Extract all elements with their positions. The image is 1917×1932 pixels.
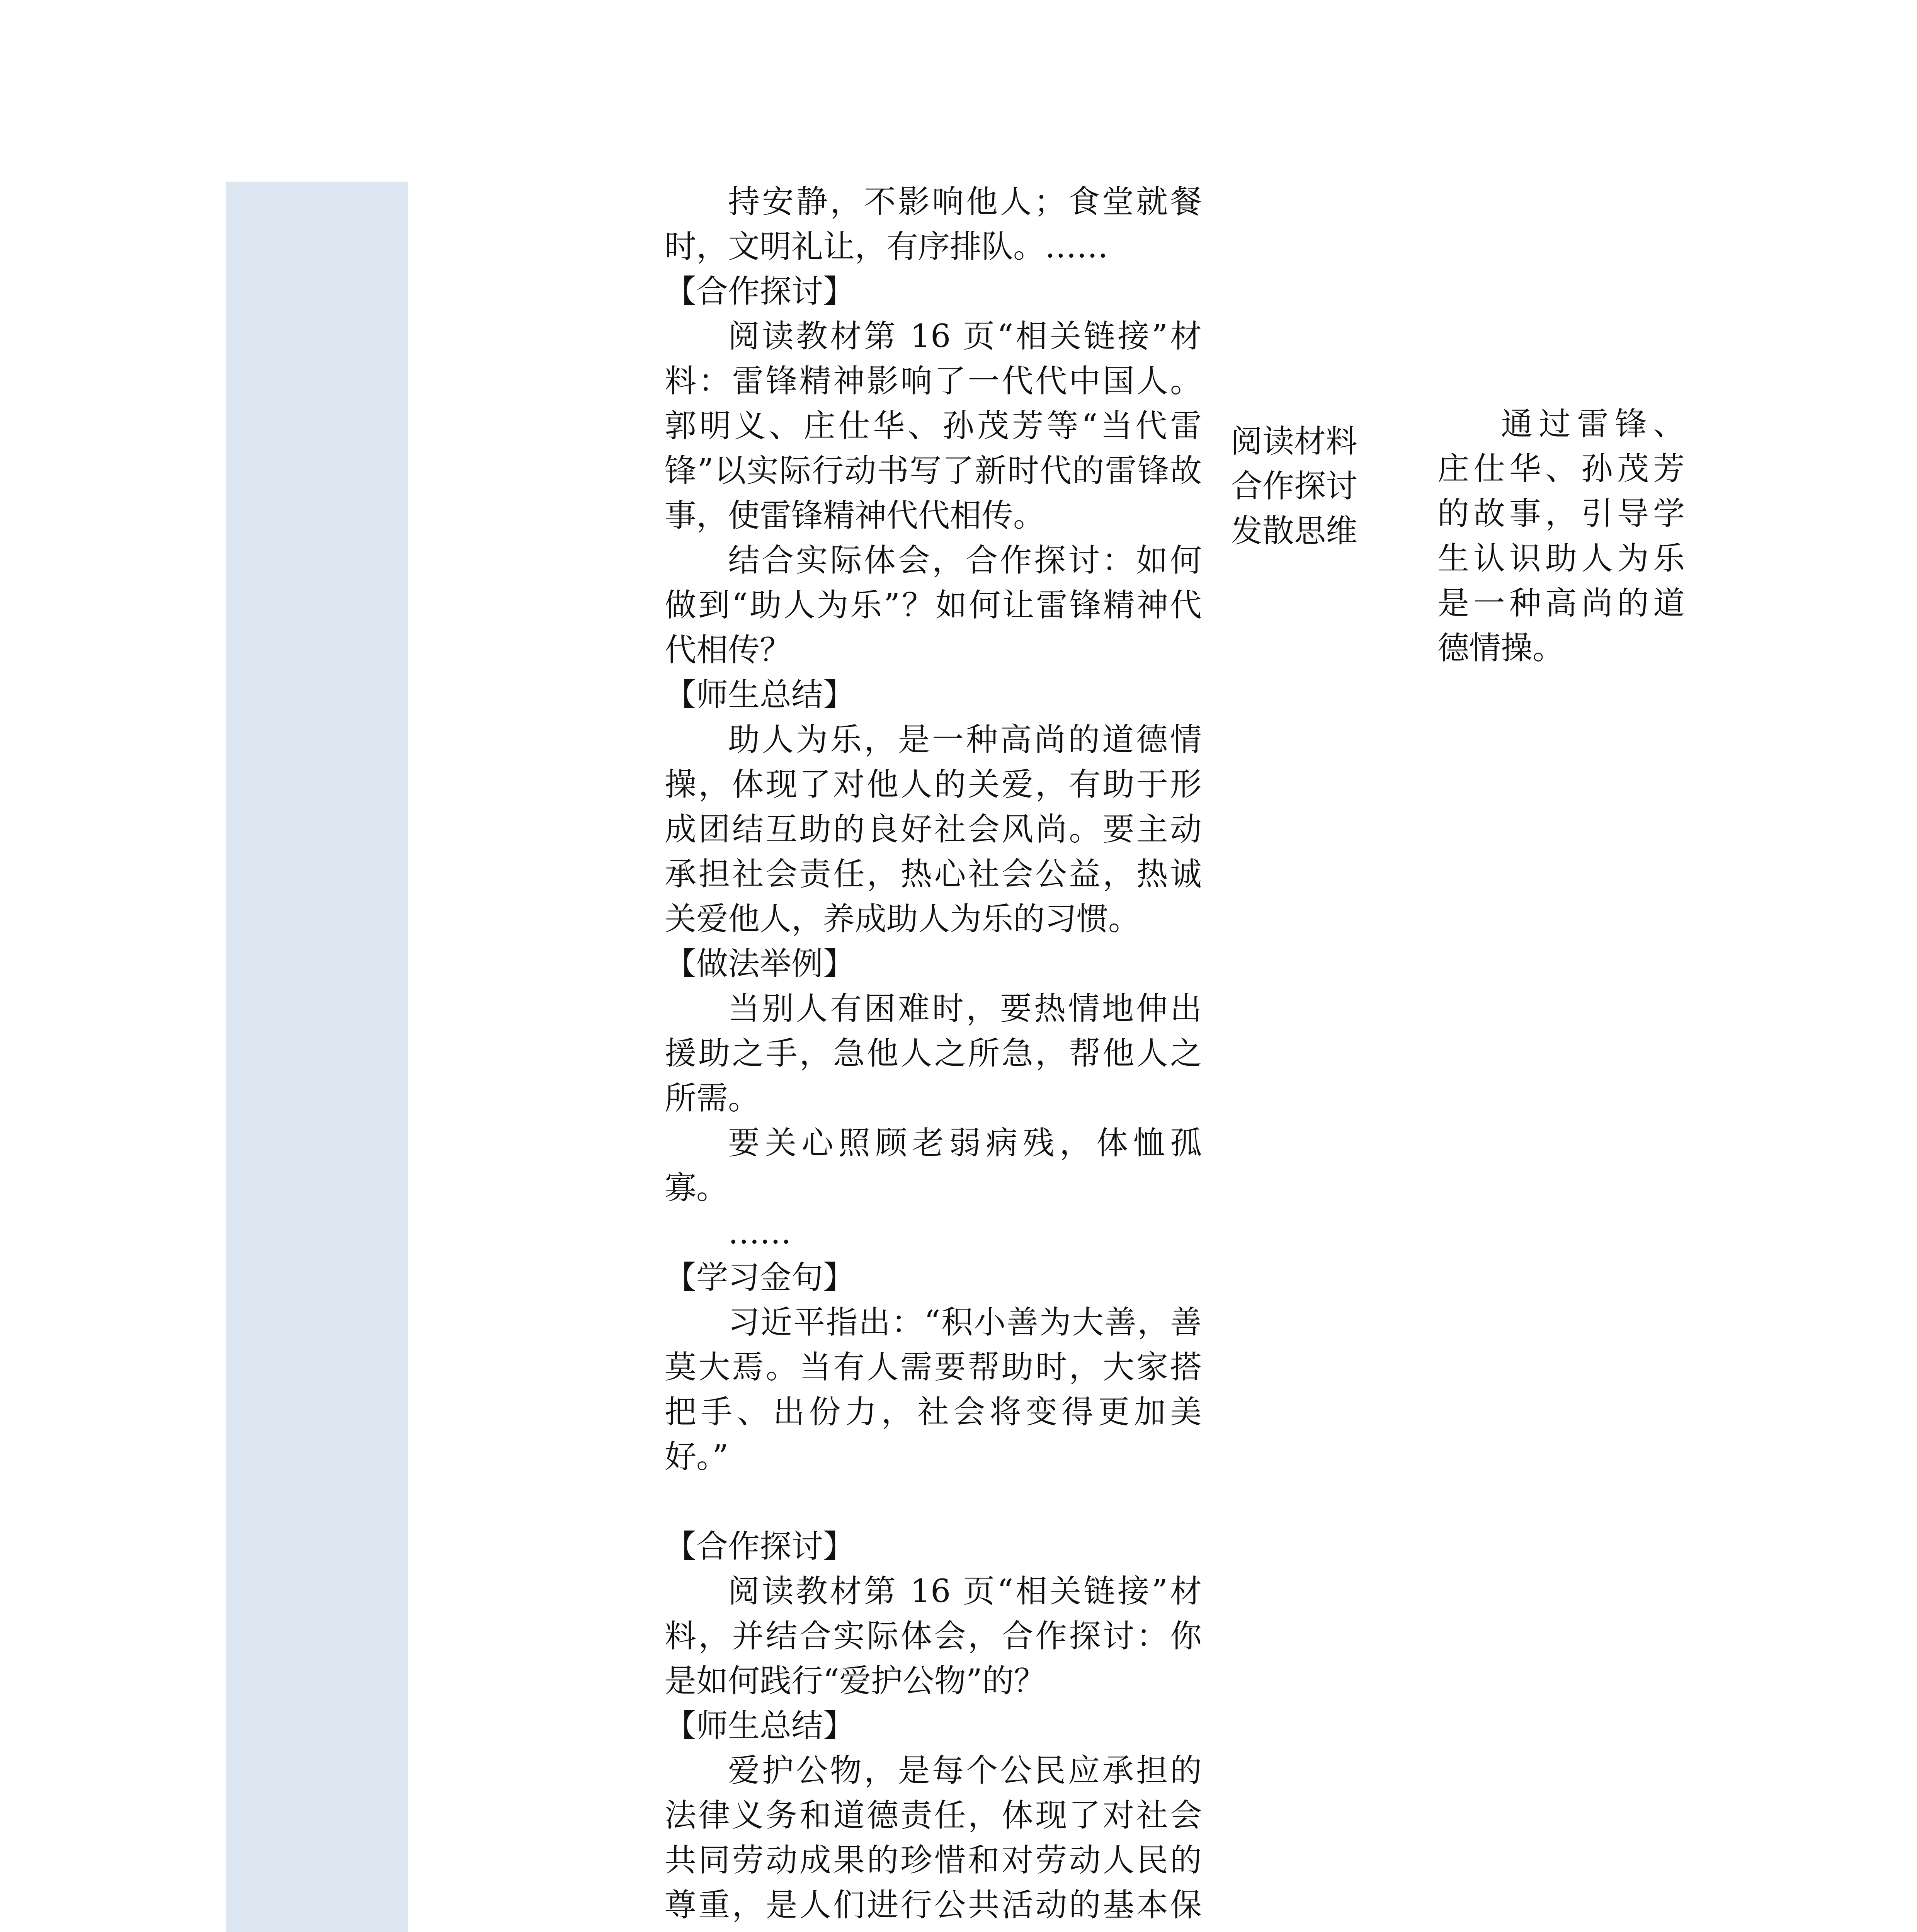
section-label-cooperation-2: 【合作探讨】 bbox=[665, 1528, 855, 1565]
section-label-examples: 【做法举例】 bbox=[665, 946, 855, 982]
design-intent-column bbox=[1437, 402, 1685, 671]
design-intent-text: 通过雷锋、庄仕华、孙茂芳的故事，引导学生认识助人为乐是一种高尚的道德情操。 bbox=[1437, 406, 1685, 667]
content-line-2: 阅读教材第 16 页“相关链接”材料：雷锋精神影响了一代代中国人。郭明义、庄仕华、孙茂芳等“当代雷锋”以实际行动书写了新时代的雷锋故事，使雷锋精神代代相传。 bbox=[665, 318, 1202, 534]
method-divergent-thinking: 发散思维 bbox=[1231, 513, 1358, 549]
content-line-8: 要关心照顾老弱病残，体恤孤寡。 bbox=[665, 1125, 1202, 1206]
left-shaded-column bbox=[226, 182, 408, 1932]
content-line-5: 助人为乐，是一种高尚的道德情操，体现了对他人的关爱，有助于形成团结互助的良好社会风尚。要主动承担社会责任，热心社会公益，热诚关爱他人，养成助人为乐的习惯。 bbox=[665, 721, 1202, 937]
content-line-3: 结合实际体会，合作探讨：如何做到“助人为乐”？如何让雷锋精神代代相传？ bbox=[665, 542, 1202, 668]
teaching-methods-column bbox=[1231, 419, 1370, 554]
content-line-11: 习近平指出：“积小善为大善，善莫大焉。当有人需要帮助时，大家搭把手、出份力，社会将变得更加美好。” bbox=[665, 1304, 1202, 1475]
method-reading-material: 阅读材料 bbox=[1231, 423, 1358, 460]
paragraph-gap bbox=[665, 1480, 1202, 1524]
section-label-summary-2: 【师生总结】 bbox=[665, 1708, 855, 1744]
ellipsis-line: …… bbox=[728, 1214, 791, 1251]
method-cooperation: 合作探讨 bbox=[1231, 468, 1358, 505]
content-line-14: 阅读教材第 16 页“相关链接”材料，并结合实际体会，合作探讨：你是如何践行“爱护公物”的？ bbox=[665, 1573, 1202, 1699]
content-line-0: 持安静，不影响他人；食堂就餐时，文明礼让，有序排队。…… bbox=[665, 184, 1202, 265]
teaching-content-column bbox=[665, 180, 1202, 1932]
section-label-quote: 【学习金句】 bbox=[665, 1259, 855, 1296]
section-label-cooperation: 【合作探讨】 bbox=[665, 273, 855, 310]
content-line-7: 当别人有困难时，要热情地伸出援助之手，急他人之所急，帮他人之所需。 bbox=[665, 990, 1202, 1117]
section-label-summary: 【师生总结】 bbox=[665, 677, 855, 713]
content-line-16: 爱护公物，是每个公民应承担的法律义务和道德责任，体现了对社会共同劳动成果的珍惜和对劳动人民的尊重，是人们进行公共活动的基本保 bbox=[665, 1752, 1202, 1923]
